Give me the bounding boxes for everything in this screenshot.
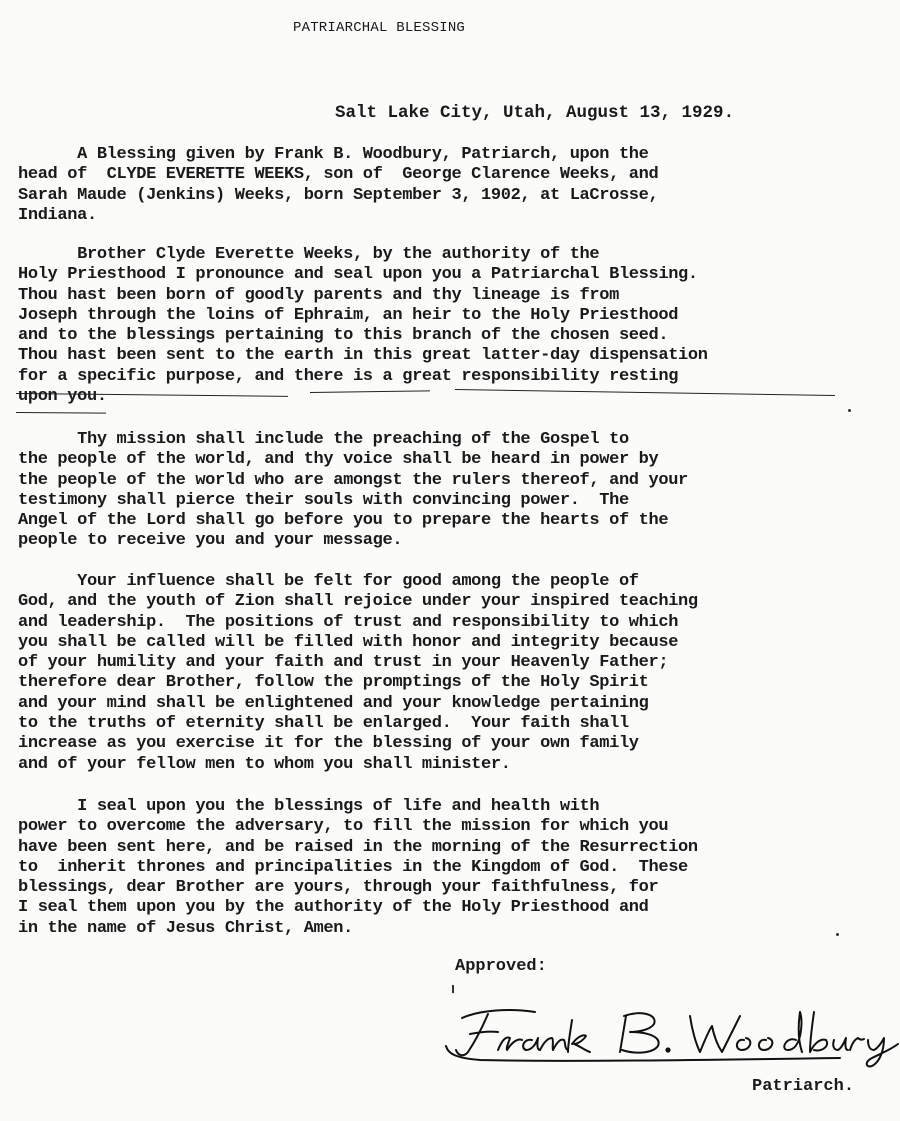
paragraph-influence: Your influence shall be felt for good among the people of God, and the youth of Zion shall rejoice under your inspired teaching and leadership. The positions of trust and responsibility to which you shall be called will be filled with honor and integrity because of your humility and your faith and trust in your Heavenly Father; therefore dear Brother, follow the promptings of the Holy Spirit and your mind shall be enlightened and your knowledge pertaining to the truths of eternity shall be enlarged. Your faith shall increase as you exercise it for the blessing of your own family and of your fellow men to whom you shall minister. [18, 572, 698, 774]
paragraph-mission: Thy mission shall include the preaching of the Gospel to the people of the world, and thy voice shall be heard in power by the people of the world who are amongst the rulers thereof, and your testimony shall pierce their souls with convincing power. The Angel of the Lord shall go before you to prepare the hearts of the people to receive you and your message. [18, 430, 688, 551]
underline-mark [16, 412, 106, 414]
ink-speck [836, 933, 839, 936]
paragraph-sealing: I seal upon you the blessings of life and health with power to overcome the adversary, to fill the mission for which you have been sent here, and be raised in the morning of the Resurrection to inherit thrones and principalities in the Kingdom of God. These blessings, dear Brother are yours, through your faithfulness, for I seal them upon you by the authority of the Holy Priesthood and in the name of Jesus Christ, Amen. [18, 797, 698, 938]
approved-label: Approved: [455, 957, 547, 976]
paragraph-intro: A Blessing given by Frank B. Woodbury, Patriarch, upon the head of CLYDE EVERETTE WEEKS, son of George Clarence Weeks, and Sarah Maude (Jenkins) Weeks, born September 3, 1902, at LaCrosse, Indiana. [18, 145, 659, 225]
document-title: PATRIARCHAL BLESSING [293, 20, 466, 36]
ink-speck [848, 409, 851, 412]
dateline: Salt Lake City, Utah, August 13, 1929. [335, 103, 735, 123]
paragraph-lineage: Brother Clyde Everette Weeks, by the authority of the Holy Priesthood I pronounce and seal upon you a Patriarchal Blessing. Thou hast been born of goodly parents and thy lineage is from Joseph through the loins of Ephraim, an heir to the Holy Priesthood and to the blessings pertaining to this branch of the chosen seed. Thou hast been sent to the earth in this great latter-day dispensation for a specific purpose, and there is a great responsibility resting upon you. [18, 245, 708, 407]
signer-title: Patriarch. [752, 1077, 855, 1096]
ink-speck [452, 985, 454, 993]
signature [440, 1000, 900, 1070]
